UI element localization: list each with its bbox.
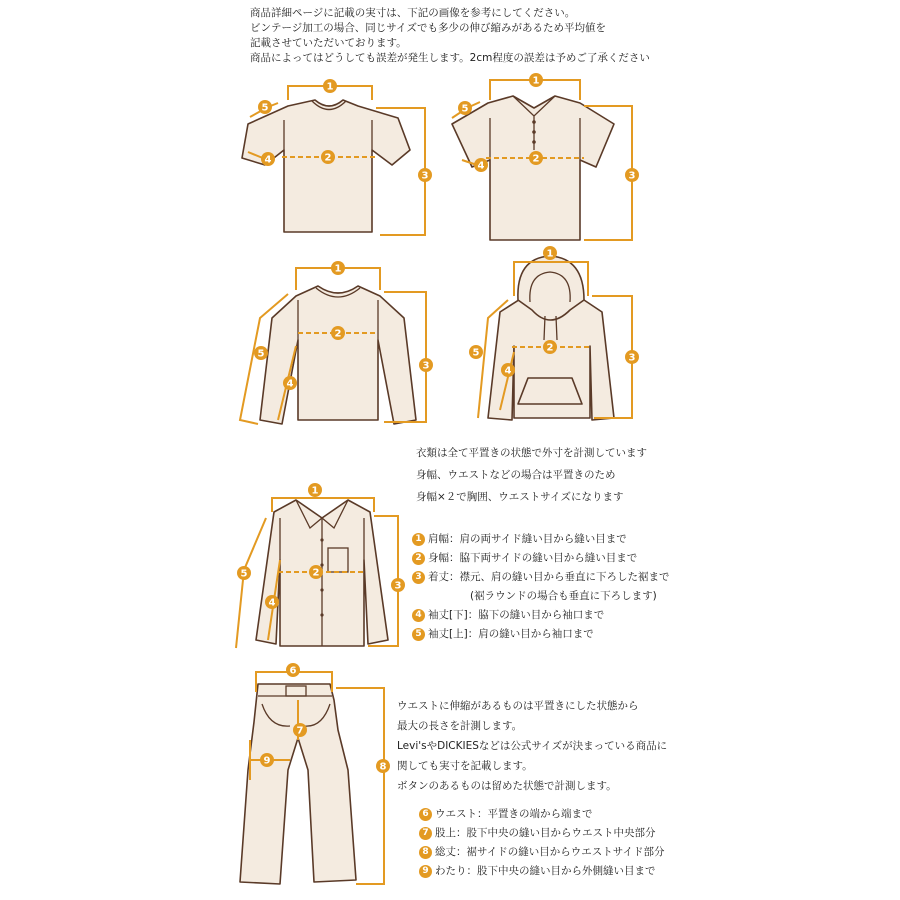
legend-item-5 (412, 626, 670, 645)
number-badge: 4 (412, 609, 425, 622)
svg-text:1: 1 (326, 81, 334, 93)
marker-5 (469, 345, 483, 359)
tops-note-line: 身幅×２で胸囲、ウエストサイズになります (416, 491, 624, 503)
marker-2 (331, 326, 345, 340)
svg-text:3: 3 (422, 360, 430, 372)
number-badge: 8 (419, 846, 432, 859)
marker-1 (308, 483, 322, 497)
svg-text:4: 4 (504, 365, 512, 377)
number-badge: 7 (419, 827, 432, 840)
marker-1 (331, 261, 345, 275)
tshirt-figure (242, 100, 410, 232)
number-badge: 1 (412, 533, 425, 546)
marker-2 (321, 150, 335, 164)
legend-item-4 (412, 607, 670, 626)
number-badge: 5 (412, 628, 425, 641)
svg-text:4: 4 (286, 378, 294, 390)
tops-legend (412, 531, 670, 645)
svg-text:5: 5 (461, 103, 469, 115)
svg-text:4: 4 (268, 597, 276, 609)
svg-text:9: 9 (263, 755, 271, 767)
svg-text:3: 3 (628, 170, 636, 182)
legend-item-8 (419, 844, 665, 863)
marker-6 (286, 663, 300, 677)
svg-text:2: 2 (546, 342, 554, 354)
svg-text:3: 3 (421, 170, 429, 182)
legend-item-3-note (412, 588, 670, 607)
legend-item-7 (419, 825, 665, 844)
legend-text: 総丈：裾サイドの縫い目からウエストサイド部分 (435, 846, 665, 858)
svg-text:8: 8 (379, 761, 387, 773)
svg-text:7: 7 (296, 725, 304, 737)
legend-item-6 (419, 806, 665, 825)
marker-2 (543, 340, 557, 354)
legend-item-3 (412, 569, 670, 588)
marker-9 (260, 753, 274, 767)
number-badge: 9 (419, 865, 432, 878)
pants-note-line: 最大の長さを計測します。 (397, 720, 523, 732)
marker-2 (309, 565, 323, 579)
legend-text: 袖丈[下]：脇下の縫い目から袖口まで (428, 609, 605, 621)
svg-text:6: 6 (289, 665, 297, 677)
marker-5 (237, 566, 251, 580)
marker-8 (376, 759, 390, 773)
legend-text: ウエスト：平置きの端から端まで (435, 808, 593, 820)
tops-note-line: 衣類は全て平置きの状態で外寸を計測しています (416, 447, 647, 459)
marker-2 (529, 151, 543, 165)
marker-1 (529, 73, 543, 87)
marker-3 (625, 350, 639, 364)
svg-text:5: 5 (472, 347, 480, 359)
svg-text:1: 1 (532, 75, 540, 87)
legend-item-9 (419, 863, 665, 882)
marker-4 (501, 363, 515, 377)
intro-line: 商品詳細ページに記載の実寸は、下記の画像を参考にしてください。 (250, 7, 576, 19)
marker-5 (254, 346, 268, 360)
marker-4 (283, 376, 297, 390)
pants-note-line: ボタンのあるものは留めた状態で計測します。 (397, 780, 617, 792)
marker-5 (458, 101, 472, 115)
svg-text:5: 5 (240, 568, 248, 580)
pants-note-line: ウエストに伸縮があるものは平置きにした状態から (397, 700, 639, 712)
svg-text:3: 3 (394, 580, 402, 592)
legend-item-2 (412, 550, 670, 569)
svg-text:5: 5 (257, 348, 265, 360)
number-badge: 2 (412, 552, 425, 565)
svg-text:3: 3 (628, 352, 636, 364)
svg-text:2: 2 (324, 152, 332, 164)
legend-text: (裾ラウンドの場合も垂直に下ろします) (470, 590, 657, 602)
marker-4 (474, 158, 488, 172)
legend-text: 肩幅：肩の両サイド縫い目から縫い目まで (428, 533, 627, 545)
marker-3 (391, 578, 405, 592)
svg-text:2: 2 (532, 153, 540, 165)
svg-text:5: 5 (261, 102, 269, 114)
intro-line: 商品によってはどうしても誤差が発生します。2cm程度の誤差は予めご了承ください (250, 52, 650, 64)
svg-text:4: 4 (264, 154, 272, 166)
pants-note (397, 699, 667, 793)
pants-legend (419, 806, 665, 882)
legend-item-1 (412, 531, 670, 550)
legend-text: 着丈：襟元、肩の縫い目から垂直に下ろした裾まで (428, 571, 670, 583)
marker-7 (293, 723, 307, 737)
svg-text:4: 4 (477, 160, 485, 172)
hoodie-figure (488, 256, 614, 420)
pants-note-line: Levi'sやDICKIESなどは公式サイズが決まっている商品に (397, 740, 668, 752)
legend-text: わたり：股下中央の縫い目から外側縫い目まで (435, 865, 656, 877)
long-sleeve-figure (257, 286, 416, 424)
svg-text:1: 1 (546, 248, 554, 260)
marker-1 (323, 79, 337, 93)
svg-text:1: 1 (311, 485, 319, 497)
pants-note-line: 関しても実寸を記載します。 (397, 760, 533, 772)
marker-3 (418, 168, 432, 182)
marker-4 (261, 152, 275, 166)
intro-line: ビンテージ加工の場合、同じサイズでも多少の伸び縮みがあるため平均値を (250, 22, 606, 34)
marker-4 (265, 595, 279, 609)
tops-note (416, 446, 647, 504)
number-badge: 6 (419, 808, 432, 821)
tops-note-line: 身幅、ウエストなどの場合は平置きのため (416, 469, 616, 481)
svg-text:2: 2 (312, 567, 320, 579)
svg-text:2: 2 (334, 328, 342, 340)
svg-text:1: 1 (334, 263, 342, 275)
legend-text: 股上：股下中央の縫い目からウエスト中央部分 (435, 827, 656, 839)
number-badge: 3 (412, 571, 425, 584)
legend-text: 身幅：脇下両サイドの縫い目から縫い目まで (428, 552, 638, 564)
marker-3 (419, 358, 433, 372)
intro-line: 記載させていただいております。 (250, 37, 407, 49)
marker-3 (625, 168, 639, 182)
legend-text: 袖丈[上]：肩の縫い目から袖口まで (428, 628, 594, 640)
marker-5 (258, 100, 272, 114)
marker-1 (543, 246, 557, 260)
